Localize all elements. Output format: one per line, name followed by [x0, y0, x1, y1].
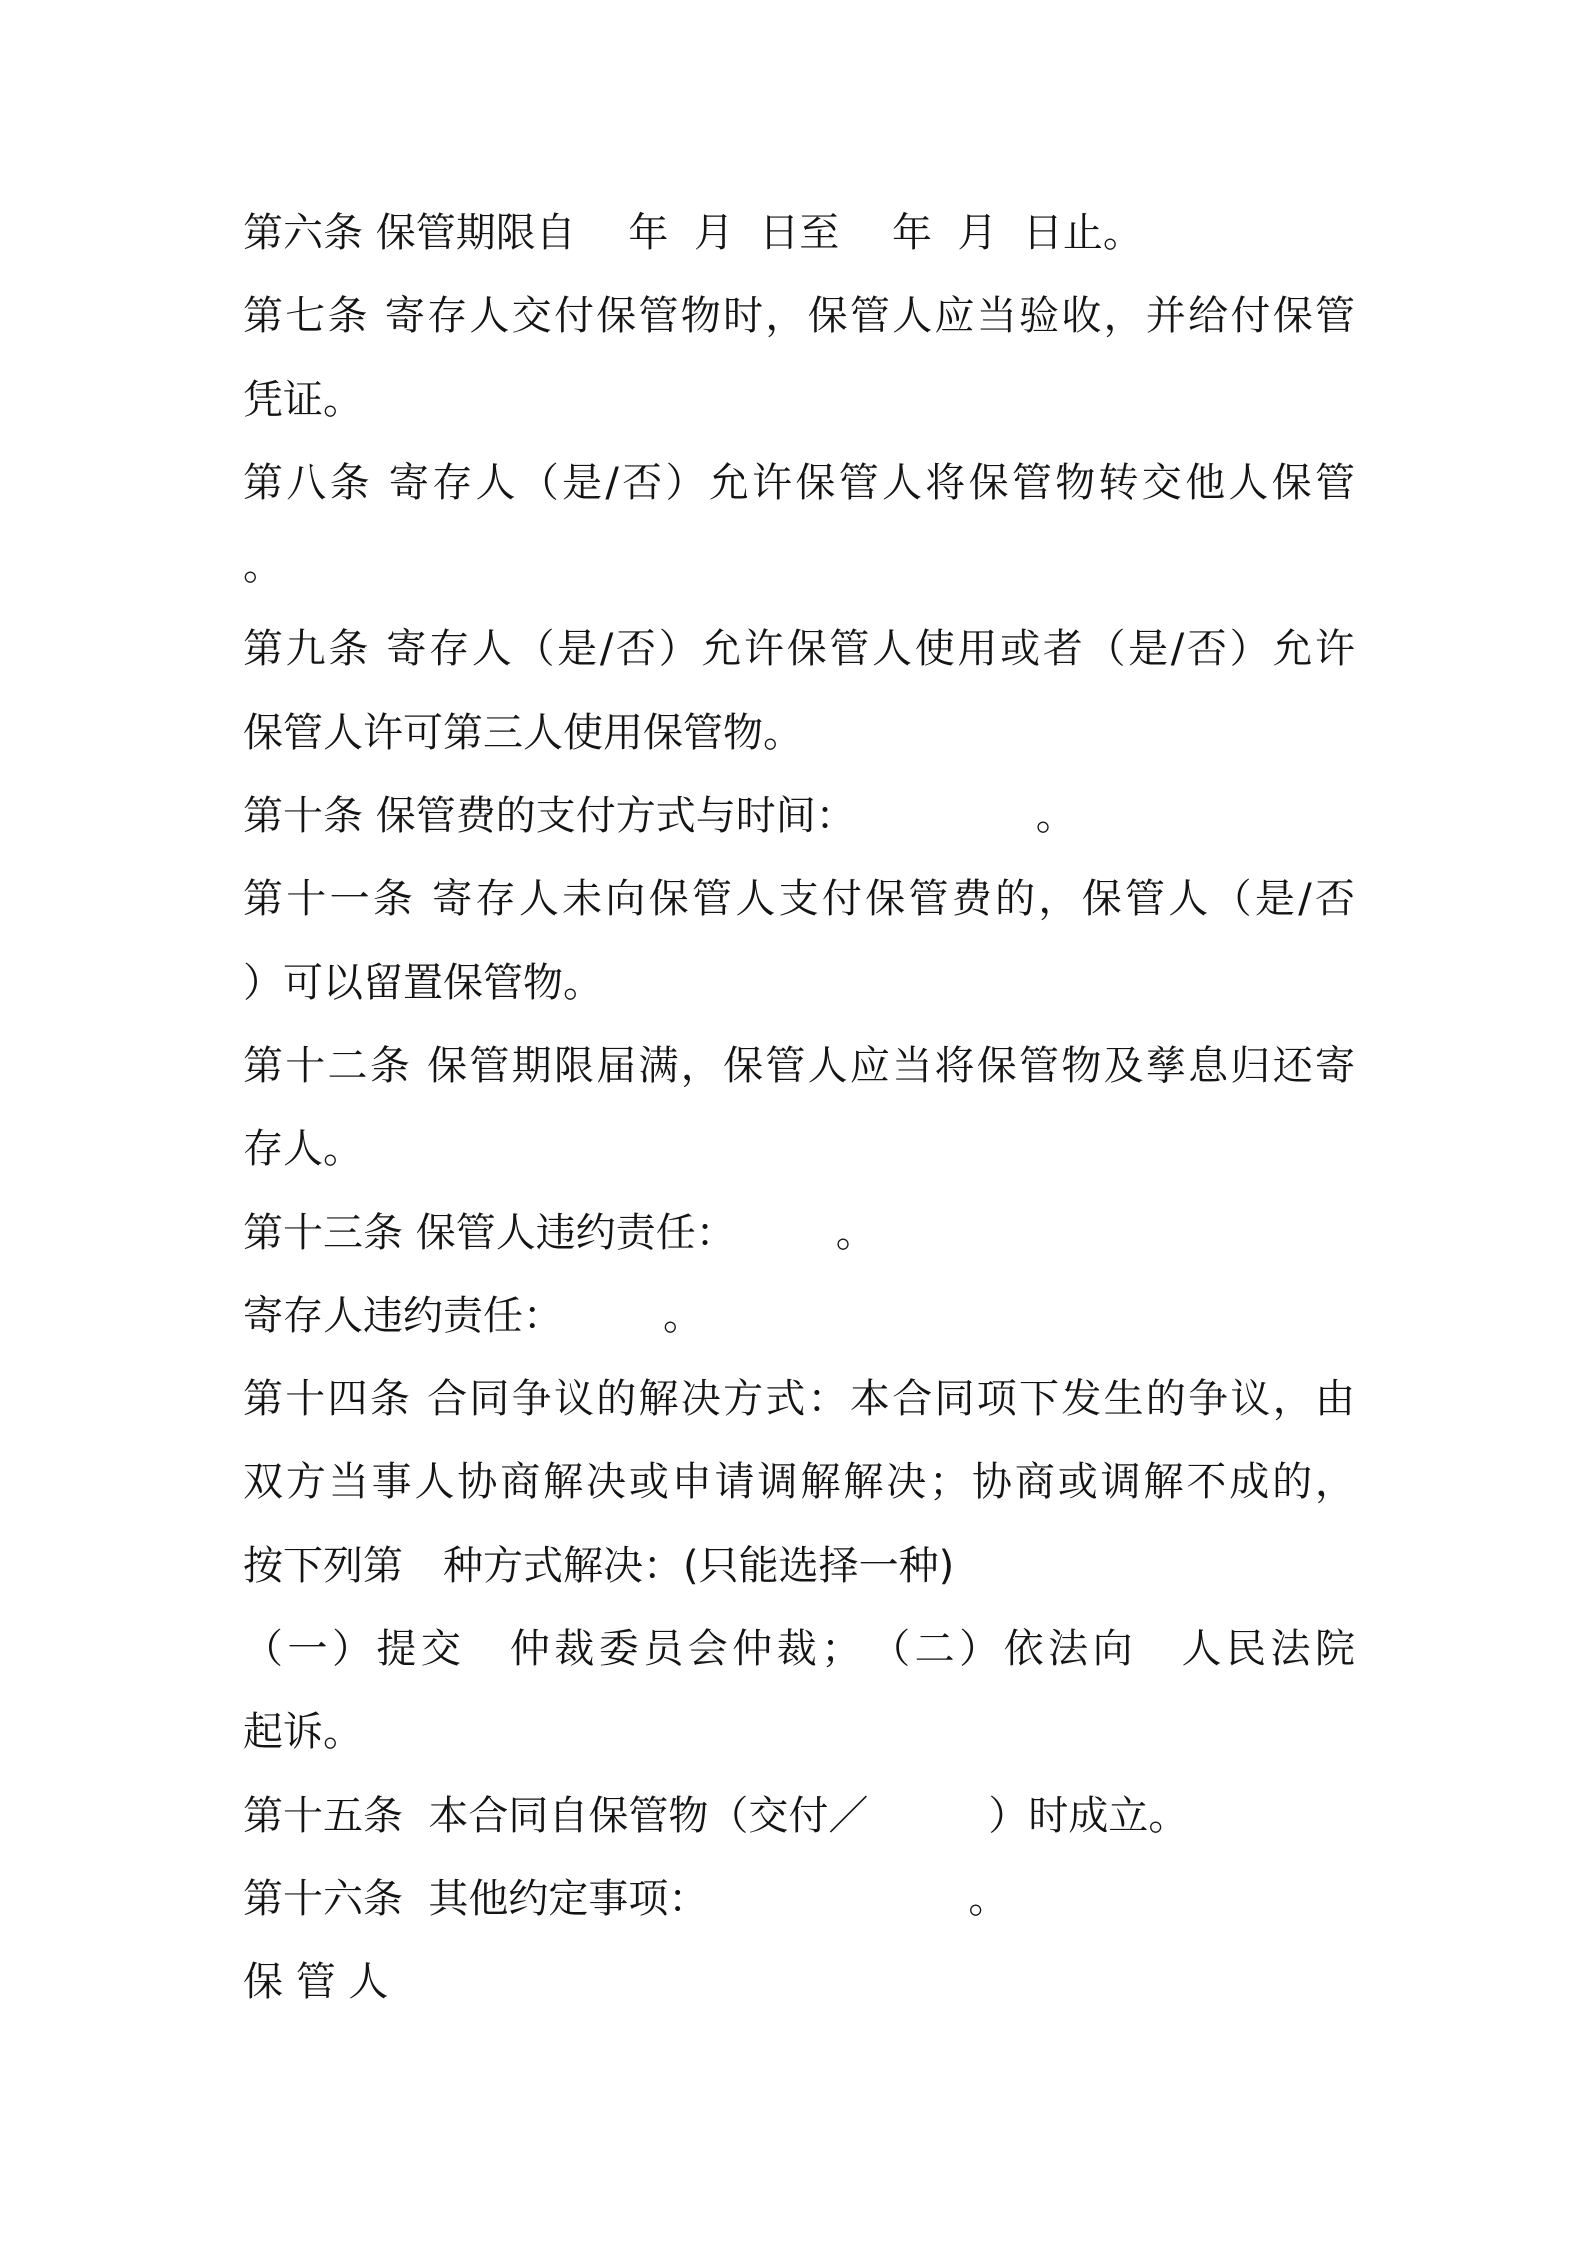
clause-10-line: 第十条 保管费的支付方式与时间： 。 [243, 793, 1076, 840]
clause-14-line-3: 按下列第 种方式解决：(只能选择一种) [243, 1542, 955, 1589]
clause-9-line-1: 第九条 寄存人（是/否）允许保管人使用或者（是/否）允许 [243, 626, 1355, 673]
custodian-signature-label: 保 管 人 [243, 1959, 389, 2006]
clause-8-line-1: 第八条 寄存人（是/否）允许保管人将保管物转交他人保管 [243, 459, 1355, 506]
clause-9-line-2: 保管人许可第三人使用保管物。 [243, 709, 803, 756]
clause-13-line-1: 第十三条 保管人违约责任： 。 [243, 1209, 876, 1256]
contract-text [243, 192, 1355, 2025]
clause-16-line: 第十六条 其他约定事项： 。 [243, 1875, 1009, 1922]
clause-7-line-1: 第七条 寄存人交付保管物时，保管人应当验收，并给付保管 [243, 293, 1355, 340]
clause-11-line-1: 第十一条 寄存人未向保管人支付保管费的，保管人（是/否 [243, 876, 1355, 923]
clause-8-line-2: 。 [243, 543, 283, 590]
clause-14-line-2: 双方当事人协商解决或申请调解解决；协商或调解不成的， [243, 1459, 1355, 1506]
clause-14-line-5: 起诉。 [243, 1709, 363, 1756]
clause-6-line: 第六条 保管期限自 年 月 日至 年 月 日止。 [243, 210, 1143, 256]
clause-12-line-1: 第十二条 保管期限届满，保管人应当将保管物及孳息归还寄 [243, 1042, 1355, 1089]
clause-7-line-2: 凭证。 [243, 376, 363, 423]
clause-14-line-4: （一）提交 仲裁委员会仲裁； （二）依法向 人民法院 [243, 1626, 1355, 1673]
clause-15-line: 第十五条 本合同自保管物（交付／ ）时成立。 [243, 1792, 1189, 1839]
clause-13-line-2: 寄存人违约责任： 。 [243, 1292, 703, 1339]
clause-14-line-1: 第十四条 合同争议的解决方式：本合同项下发生的争议，由 [243, 1376, 1355, 1423]
clause-11-line-2: ）可以留置保管物。 [243, 959, 603, 1006]
clause-12-line-2: 存人。 [243, 1126, 363, 1173]
